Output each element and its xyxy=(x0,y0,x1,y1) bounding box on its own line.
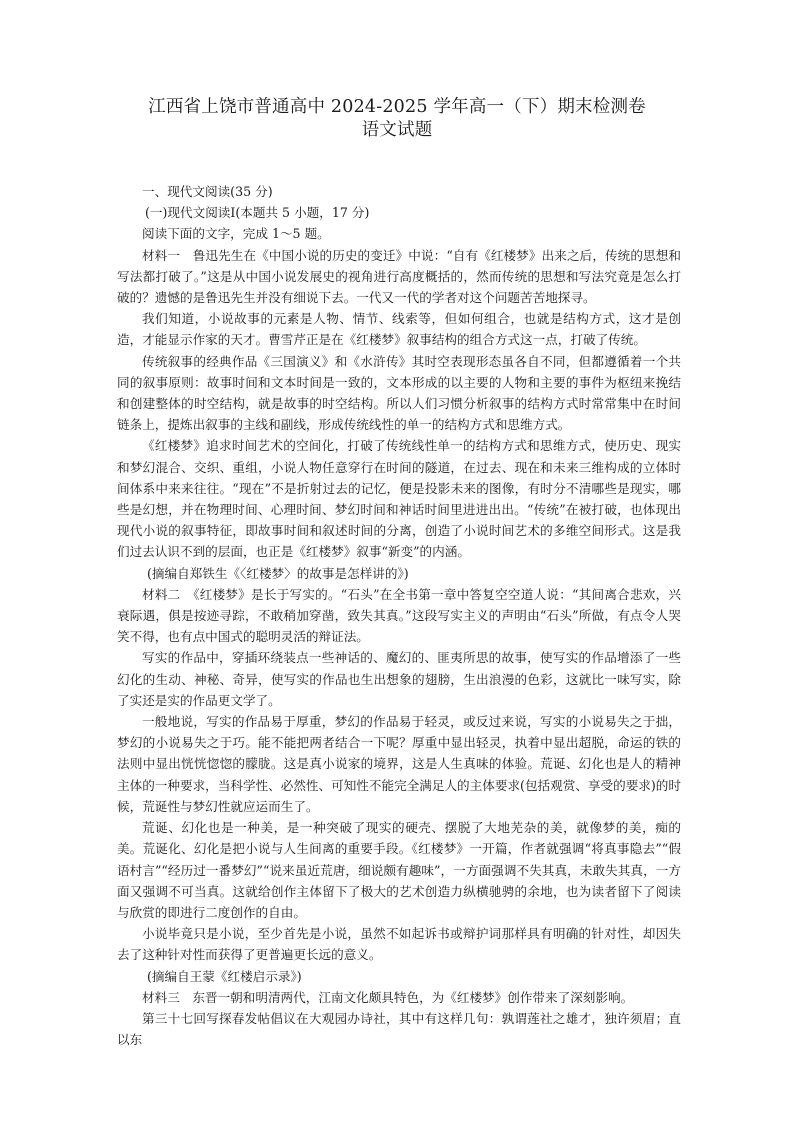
material-3-paragraph: 第三十七回写探春发帖倡议在大观园办诗社，其中有这样几句：孰谓莲社之雄才，独许须眉；直以东 xyxy=(117,1010,681,1048)
material-1-paragraph: 我们知道，小说故事的元素是人物、情节、线索等，但如何组合，也就是结构方式，这才是创造，才能显示作家的天才。曹雪芹正是在《红楼梦》叙事结构的组合方式这一点，打破了传统。 xyxy=(117,311,681,348)
subsection-heading: (一)现代文阅读Ⅰ(本题共 5 小题，17 分) xyxy=(145,205,370,221)
material-2-paragraph: 荒诞、幻化也是一种美，是一种突破了现实的硬壳、摆脱了大地芜杂的美，就像梦的美，痴的美。荒诞化、幻化是把小说与人生间离的重要手段。《红楼梦》一开篇，作者就强调“将真事隐去”“假语村言”“经历过一番梦幻”“说来虽近荒唐，细说颇有趣味”，一方面强调不失其真，未敢失其真，一方面又强调不可当真。这就给创作主体留下了极大的艺术创造力纵横驰骋的余地，也为读者留下了阅读与欣赏的即进行二度创作的自由。 xyxy=(117,820,681,920)
document-subtitle: 语文试题 xyxy=(361,120,433,140)
document-body xyxy=(117,181,681,1050)
material-2-source: (摘编自王蒙《红楼启示录》) xyxy=(147,968,302,984)
material-2-paragraph: 写实的作品中，穿插环绕装点一些神话的、魔幻的、匪夷所思的故事，使写实的作品增添了一些幻化的生动、神秘、奇异，使写实的作品也生出想象的翅膀，生出浪漫的色彩，这就比一味写实，除了实还是实的作品更文学了。 xyxy=(117,650,681,708)
material-2-paragraph: 材料二 《红楼梦》是长于写实的。“石头”在全书第一章中答复空空道人说：“其间离合悲欢，兴衰际遇，俱是按迹寻踪，不敢稍加穿凿，致失其真。”这段写实主义的声明由“石头”所做，有点令人哭笑不得，也有点中国式的聪明灵活的辩证法。 xyxy=(117,586,681,645)
material-1-source: (摘编自郑铁生《〈红楼梦〉的故事是怎样讲的》) xyxy=(147,565,409,581)
document-title: 江西省上饶市普通高中 2024-2025 学年高一（下）期末检测卷 xyxy=(148,97,646,117)
material-1-paragraph: 传统叙事的经典作品《三国演义》和《水浒传》其时空表现形态虽各自不同，但都遵循着一个共同的叙事原则：故事时间和文本时间是一致的，文本形成的以主要的人物和主要的事件为枢纽来挽结和创建整体的时空结构，就是故事的时空结构。所以人们习惯分析叙事的结构方式时常常集中在时间链条上，提炼出叙事的主线和副线，形成传统线性的单一的结构方式和思维方式。 xyxy=(117,353,681,433)
material-3-paragraph: 材料三 东晋一朝和明清两代，江南文化颇具特色，为《红楼梦》创作带来了深刻影响。 xyxy=(142,989,634,1005)
material-2-paragraph: 一般地说，写实的作品易于厚重，梦幻的作品易于轻灵，或反过来说，写实的小说易失之于拙，梦幻的小说易失之于巧。能不能把两者结合一下呢？厚重中显出轻灵，执着中显出超脱，命运的铁的法则中显出恍恍惚惚的朦胧。这是真小说家的境界，这是人生真味的体验。荒诞、幻化也是人的精神主体的一种要求，当科学性、必然性、可知性不能完全满足人的主体要求(包括观赏、享受的要求)的时候，荒诞性与梦幻性就应运而生了。 xyxy=(117,714,681,814)
reading-instruction: 阅读下面的文字，完成 1～5 题。 xyxy=(142,226,330,242)
material-1-paragraph: 《红楼梦》追求时间艺术的空间化，打破了传统线性单一的结构方式和思维方式，使历史、现实和梦幻混合、交织、重组，小说人物任意穿行在时间的隧道，在过去、现在和未来三维构成的立体时间体系中来来往往。“现在”不是折射过去的记忆，便是投影未来的图像，有时分不清哪些是现实，哪些是幻想，并在物理时间、心理时间、梦幻时间和神话时间里进进出出。“传统”在被打破，也体现出现代小说的叙事特征，即故事时间和叙述时间的分离，创造了小说时间艺术的多维空间形式。这是我们过去认识不到的层面，也正是《红楼梦》叙事“新变”的内涵。 xyxy=(117,438,681,560)
material-1-paragraph: 材料一 鲁迅先生在《中国小说的历史的变迁》中说：“自有《红楼梦》出来之后，传统的思想和写法都打破了。”这是从中国小说发展史的视角进行高度概括的，然而传统的思想和写法究竟是怎么打破的？遗憾的是鲁迅先生并没有细说下去。一代又一代的学者对这个问题苦苦地探寻。 xyxy=(117,247,681,306)
material-2-paragraph: 小说毕竟只是小说，至少首先是小说，虽然不如起诉书或辩护词那样具有明确的针对性，却因失去了这种针对性而获得了更普遍更长远的意义。 xyxy=(117,926,681,963)
section-heading: 一、现代文阅读(35 分) xyxy=(142,184,273,199)
